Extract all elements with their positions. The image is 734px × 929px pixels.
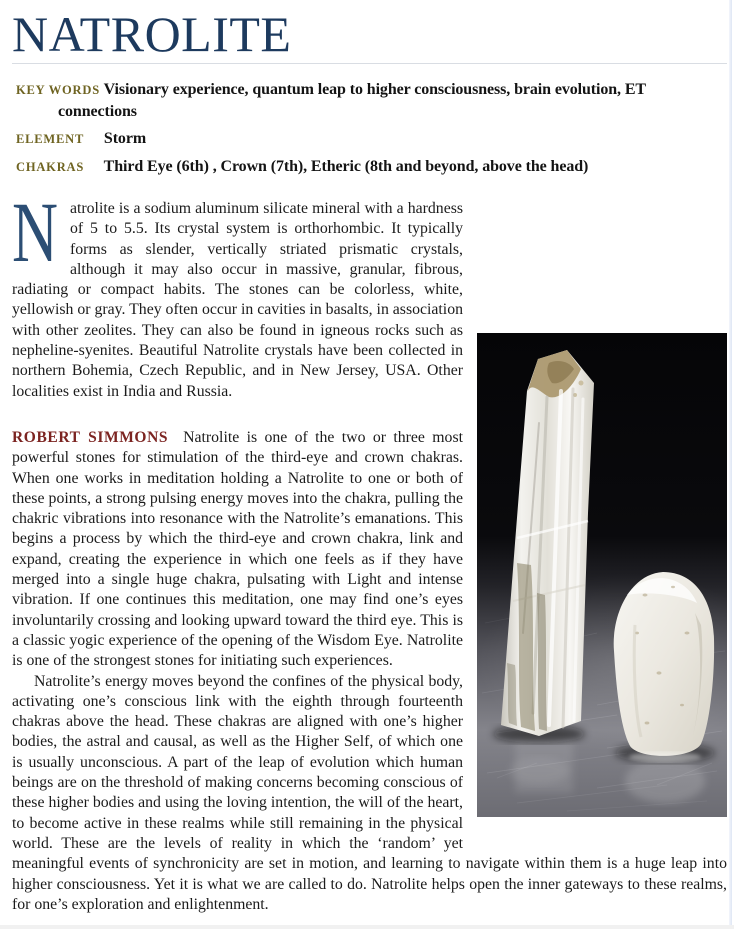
title-rule [12,63,727,64]
keywords-label: KEY WORDS [16,83,100,97]
energy-paragraph-text: Natrolite’s energy moves beyond the confines of the physical body, activating one’s conscious link with the eighth through fourteenth chakras above the head. These chakras are aligned with one’s higher bodies, the astral and causal, as well as the Higher Self, of which one is usually unconscious. A part of the leap of evolution which human beings are on the threshold of making concerns becoming conscious of these higher bodies and using the loving intention, the will of the heart, to become active in these realms while still remaining in the physical world. These are the levels of reality in which the ‘random’ yet meaningful events of synchronicity are set in motion, and learning to navigate within them is a huge leap into higher consciousness. Yet it is what we are called to do. Natrolite helps open the inner gateways to these realms, for one’s exploration and enlightenment. [12,672,727,913]
drop-cap: N [12,184,58,280]
element-label: ELEMENT [16,132,85,146]
robert-simmons-text: Natrolite is one of the two or three most powerful stones for stimulation of the third-eye and crown chakras. When one works in meditation holding a Natrolite to one or both of these points, a strong pulsing energy moves into the chakra, pulling the chakric vibrations into resonance with the Natrolite’s emanations. This begins a process by which the third-eye and crown chakra, link and expand, creating the experience in which one feels as if they have merged into a single huge chakra, pulsating with Light and intense vibration. If one continues this meditation, one may find one’s eyes involuntarily crossing and looking upward toward the third eye. This is a classic yogic experience of the opening of the Wisdom Eye. Natrolite is one of the strongest stones for initiating such experiences. [12,428,463,670]
author-label: ROBERT SIMMONS [12,428,169,446]
keywords-value: Visionary experience, quantum leap to higher consciousness, brain evolution, ET connections [58,81,646,120]
tumbled-stone [614,572,714,756]
body-content [12,184,727,915]
natrolite-photo [477,333,727,817]
page-title: NATROLITE [12,6,292,62]
element-value: Storm [103,130,147,147]
natrolite-photo-illustration [477,333,727,817]
chakras-value: Third Eye (6th) , Crown (7th), Etheric (8th and beyond, above the head) [103,158,589,175]
property-row-chakras [16,156,727,178]
intro-text: atrolite is a sodium aluminum silicate mineral with a hardness of 5 to 5.5. Its crystal system is orthorhombic. It typically forms as slender, vertically striated prismatic crystals, although it may also occur in massive, granular, fibrous, radiating or compact habits. The stones can be colorless, white, yellowish or gray. They often occur in cavities in basalts, in association with other zeolites. They can also be found in igneous rocks such as nepheline-syenites. Beautiful Natrolite crystals have been collected in northern Bohemia, Czech Republic, and in New Jersey, USA. Other localities exist in India and Russia. [12,200,463,400]
properties-section [12,79,727,178]
chakras-label: CHAKRAS [16,160,85,174]
page-edge-bottom [0,925,734,929]
page-edge-right [729,0,732,929]
property-row-element [16,128,727,150]
property-row-keywords [16,79,727,122]
